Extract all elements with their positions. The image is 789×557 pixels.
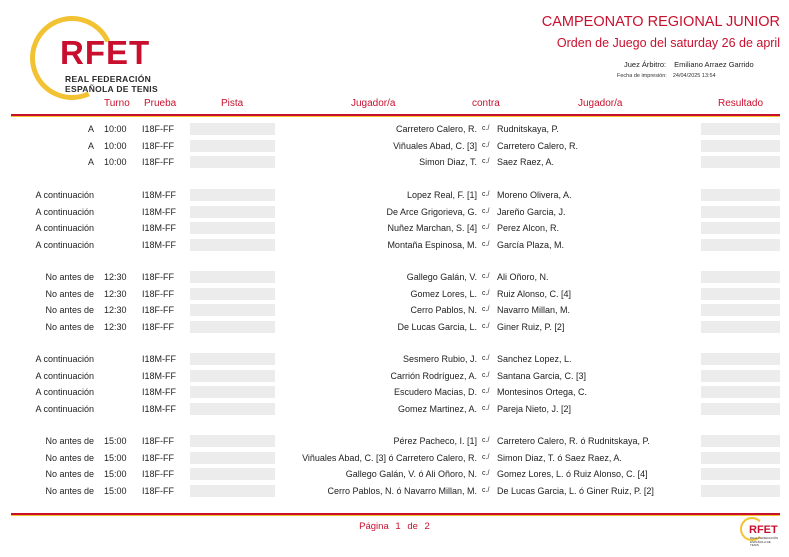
court-cell — [190, 156, 275, 168]
match-row — [0, 402, 789, 416]
court-cell — [190, 123, 275, 135]
versus-label: c./ — [482, 453, 490, 461]
versus-label: c./ — [482, 437, 490, 444]
match-row — [0, 484, 789, 498]
court-cell — [190, 353, 275, 365]
page-of: de — [407, 521, 418, 532]
footer-logo-name: RFET — [749, 524, 778, 536]
versus-label: c./ — [482, 240, 490, 248]
player2: Navarro Millan, M. — [497, 305, 571, 315]
court-cell — [190, 386, 275, 398]
turn-label: A continuación — [35, 190, 94, 200]
result-cell — [701, 123, 780, 135]
turn-label: A — [87, 157, 94, 167]
print-date-line — [617, 73, 722, 79]
player2: Rudnitskaya, P. — [497, 124, 559, 134]
turn-label: A continuación — [35, 370, 94, 381]
player1: De Arce Grigorieva, G. — [386, 206, 477, 217]
player2: Ali Oñoro, N. — [497, 272, 549, 282]
match-category: I18F-FF — [142, 157, 175, 167]
footer-logo-line1: REAL FEDERACIÓN — [750, 536, 779, 540]
versus-label: c./ — [482, 470, 490, 477]
player1: Carrión Rodríguez, A. — [390, 370, 477, 381]
result-cell — [701, 189, 780, 201]
court-cell — [190, 452, 275, 464]
court-cell — [190, 271, 275, 283]
turn-label: A continuación — [35, 223, 94, 233]
player1: Simon Diaz, T. — [419, 157, 477, 167]
match-category: I18M-FF — [142, 239, 177, 250]
footer-logo-line2: ESPAÑOLA DE TENIS — [750, 539, 771, 547]
court-cell — [190, 321, 275, 333]
player1: Viñuales Abad, C. [3] ó Carretero Calero, R. — [302, 452, 477, 463]
match-row — [0, 238, 789, 252]
turn-label: No antes de — [45, 485, 94, 496]
match-row — [0, 205, 789, 219]
turn-label: A continuación — [35, 239, 94, 250]
versus-label: c./ — [482, 322, 490, 330]
player1: Montaña Espinosa, M. — [387, 239, 477, 250]
match-time: 15:00 — [104, 436, 127, 446]
match-row — [0, 155, 789, 169]
match-category: I18F-FF — [142, 469, 175, 479]
player2: Pareja Nieto, J. [2] — [497, 403, 572, 414]
court-cell — [190, 370, 275, 382]
player2: Saez Raez, A. — [497, 157, 555, 167]
match-row — [0, 270, 789, 284]
match-row — [0, 369, 789, 383]
print-date-label: Fecha de impresión: — [617, 73, 667, 79]
referee-line — [624, 60, 762, 69]
turn-label: A continuación — [35, 206, 94, 217]
match-time: 10:00 — [104, 140, 127, 151]
match-row — [0, 139, 789, 153]
result-cell — [701, 288, 780, 300]
match-time: 10:00 — [104, 157, 127, 167]
match-time: 12:30 — [104, 321, 127, 332]
match-category: I18M-FF — [142, 403, 177, 414]
result-cell — [701, 435, 780, 447]
turn-label: A continuación — [35, 403, 94, 414]
player2: García Plaza, M. — [497, 239, 565, 250]
court-cell — [190, 304, 275, 316]
referee-label: Juez Árbitro: — [624, 60, 667, 69]
match-row — [0, 287, 789, 301]
court-cell — [190, 189, 275, 201]
turn-label: No antes de — [45, 436, 94, 446]
match-time: 15:00 — [104, 452, 127, 463]
court-cell — [190, 222, 275, 234]
match-category: I18F-FF — [142, 272, 175, 282]
court-cell — [190, 468, 275, 480]
result-cell — [701, 403, 780, 415]
match-time: 12:30 — [104, 305, 127, 315]
footer-logo-subtitle — [750, 537, 780, 548]
match-category: I18M-FF — [142, 387, 177, 397]
turn-label: A continuación — [35, 354, 94, 364]
versus-label: c./ — [482, 486, 490, 494]
player2: Montesinos Ortega, C. — [497, 387, 588, 397]
versus-label: c./ — [482, 306, 490, 313]
result-cell — [701, 206, 780, 218]
player1: Pérez Pacheco, I. [1] — [393, 436, 477, 446]
page-total: 2 — [424, 521, 430, 532]
footer-logo — [740, 517, 780, 547]
result-cell — [701, 370, 780, 382]
turn-label: No antes de — [45, 321, 94, 332]
court-cell — [190, 403, 275, 415]
player1: Nuñez Marchan, S. [4] — [387, 223, 477, 233]
col-jugador1: Jugador/a — [351, 98, 396, 109]
header-rule-gold — [11, 116, 780, 117]
page-label: Página — [359, 521, 389, 532]
col-resultado: Resultado — [718, 98, 764, 109]
match-row — [0, 352, 789, 366]
result-cell — [701, 156, 780, 168]
col-turno: Turno — [104, 98, 130, 109]
turn-label: A continuación — [35, 387, 94, 397]
player2: Gomez Lores, L. ó Ruiz Alonso, C. [4] — [497, 469, 648, 479]
col-jugador2: Jugador/a — [578, 98, 623, 109]
player2: Moreno Olivera, A. — [497, 190, 572, 200]
match-row — [0, 451, 789, 465]
result-cell — [701, 222, 780, 234]
match-category: I18F-FF — [142, 140, 175, 151]
turn-label: No antes de — [45, 288, 94, 299]
page-current: 1 — [395, 521, 401, 532]
logo-line1: REAL FEDERACIÓN — [65, 74, 152, 84]
print-date-value: 24/04/2025 13:54 — [672, 73, 716, 79]
player1: Lopez Real, F. [1] — [406, 190, 477, 200]
logo-name: RFET — [60, 34, 151, 71]
match-row — [0, 221, 789, 235]
match-time: 12:30 — [104, 272, 127, 282]
court-cell — [190, 206, 275, 218]
player1: Gallego Galán, V. ó Ali Oñoro, N. — [345, 469, 477, 479]
player2: Carretero Calero, R. ó Rudnitskaya, P. — [497, 436, 650, 446]
turn-label: No antes de — [45, 452, 94, 463]
result-cell — [701, 239, 780, 251]
court-cell — [190, 485, 275, 497]
result-cell — [701, 140, 780, 152]
versus-label: c./ — [482, 371, 490, 379]
match-row — [0, 320, 789, 334]
player1: Gomez Lores, L. — [410, 288, 477, 299]
player2: Perez Alcon, R. — [497, 223, 560, 233]
match-category: I18M-FF — [142, 354, 177, 364]
referee-name: Emiliano Arraez Garrido — [674, 60, 754, 69]
match-row — [0, 467, 789, 481]
turn-label: No antes de — [45, 469, 94, 479]
player2: Santana Garcia, C. [3] — [497, 370, 587, 381]
result-cell — [701, 321, 780, 333]
match-time: 15:00 — [104, 485, 127, 496]
result-cell — [701, 485, 780, 497]
turn-label: No antes de — [45, 305, 94, 315]
match-category: I18F-FF — [142, 305, 175, 315]
turn-label: A — [87, 124, 94, 134]
match-category: I18F-FF — [142, 288, 175, 299]
page-indicator — [0, 521, 789, 532]
versus-label: c./ — [482, 141, 490, 149]
page-subtitle: Orden de Juego del saturday 26 de april — [556, 36, 780, 50]
match-category: I18M-FF — [142, 190, 177, 200]
match-category: I18F-FF — [142, 124, 175, 134]
court-cell — [190, 140, 275, 152]
versus-label: c./ — [482, 388, 490, 395]
player2: Ruiz Alonso, C. [4] — [497, 288, 572, 299]
match-time: 10:00 — [104, 124, 127, 134]
match-category: I18F-FF — [142, 321, 175, 332]
match-row — [0, 122, 789, 136]
court-cell — [190, 288, 275, 300]
col-pista: Pista — [221, 98, 244, 109]
result-cell — [701, 271, 780, 283]
player1: Escudero Macias, D. — [393, 387, 477, 397]
logo-line2: ESPAÑOLA DE TENIS — [65, 84, 158, 94]
col-prueba: Prueba — [144, 98, 177, 109]
match-time: 15:00 — [104, 469, 127, 479]
versus-label: c./ — [482, 289, 490, 297]
court-cell — [190, 435, 275, 447]
player2: De Lucas Garcia, L. ó Giner Ruiz, P. [2] — [497, 485, 654, 496]
result-cell — [701, 386, 780, 398]
rfet-logo — [30, 14, 160, 98]
player1: Viñuales Abad, C. [3] — [393, 140, 477, 151]
player2: Jareño Garcia, J. — [497, 206, 566, 217]
result-cell — [701, 452, 780, 464]
match-row — [0, 303, 789, 317]
player1: Gallego Galán, V. — [406, 272, 477, 282]
versus-label: c./ — [482, 207, 490, 215]
player1: Sesmero Rubio, J. — [402, 354, 477, 364]
versus-label: c./ — [482, 355, 490, 362]
versus-label: c./ — [482, 125, 490, 132]
match-category: I18F-FF — [142, 485, 175, 496]
player1: Gomez Martinez, A. — [397, 403, 477, 414]
match-row — [0, 188, 789, 202]
result-cell — [701, 353, 780, 365]
player2: Simon Diaz, T. ó Saez Raez, A. — [497, 452, 622, 463]
player2: Carretero Calero, R. — [497, 140, 579, 151]
match-category: I18M-FF — [142, 223, 177, 233]
match-time: 12:30 — [104, 288, 127, 299]
result-cell — [701, 468, 780, 480]
player1: De Lucas Garcia, L. — [397, 321, 477, 332]
match-category: I18M-FF — [142, 206, 177, 217]
match-category: I18F-FF — [142, 452, 175, 463]
player2: Giner Ruiz, P. [2] — [497, 321, 565, 332]
versus-label: c./ — [482, 158, 490, 165]
player2: Sanchez Lopez, L. — [497, 354, 572, 364]
match-row — [0, 385, 789, 399]
versus-label: c./ — [482, 404, 490, 412]
page-title: CAMPEONATO REGIONAL JUNIOR — [541, 14, 780, 30]
footer-rule-gold — [11, 515, 780, 516]
versus-label: c./ — [482, 273, 490, 280]
col-contra: contra — [472, 98, 500, 109]
match-category: I18F-FF — [142, 436, 175, 446]
match-row — [0, 434, 789, 448]
match-category: I18M-FF — [142, 370, 177, 381]
logo-subtitle — [65, 74, 158, 94]
player1: Cerro Pablos, N. — [410, 305, 477, 315]
turn-label: No antes de — [45, 272, 94, 282]
versus-label: c./ — [482, 191, 490, 198]
versus-label: c./ — [482, 224, 490, 231]
player1: Carretero Calero, R. — [395, 124, 477, 134]
turn-label: A — [87, 140, 94, 151]
court-cell — [190, 239, 275, 251]
result-cell — [701, 304, 780, 316]
player1: Cerro Pablos, N. ó Navarro Millan, M. — [327, 485, 477, 496]
